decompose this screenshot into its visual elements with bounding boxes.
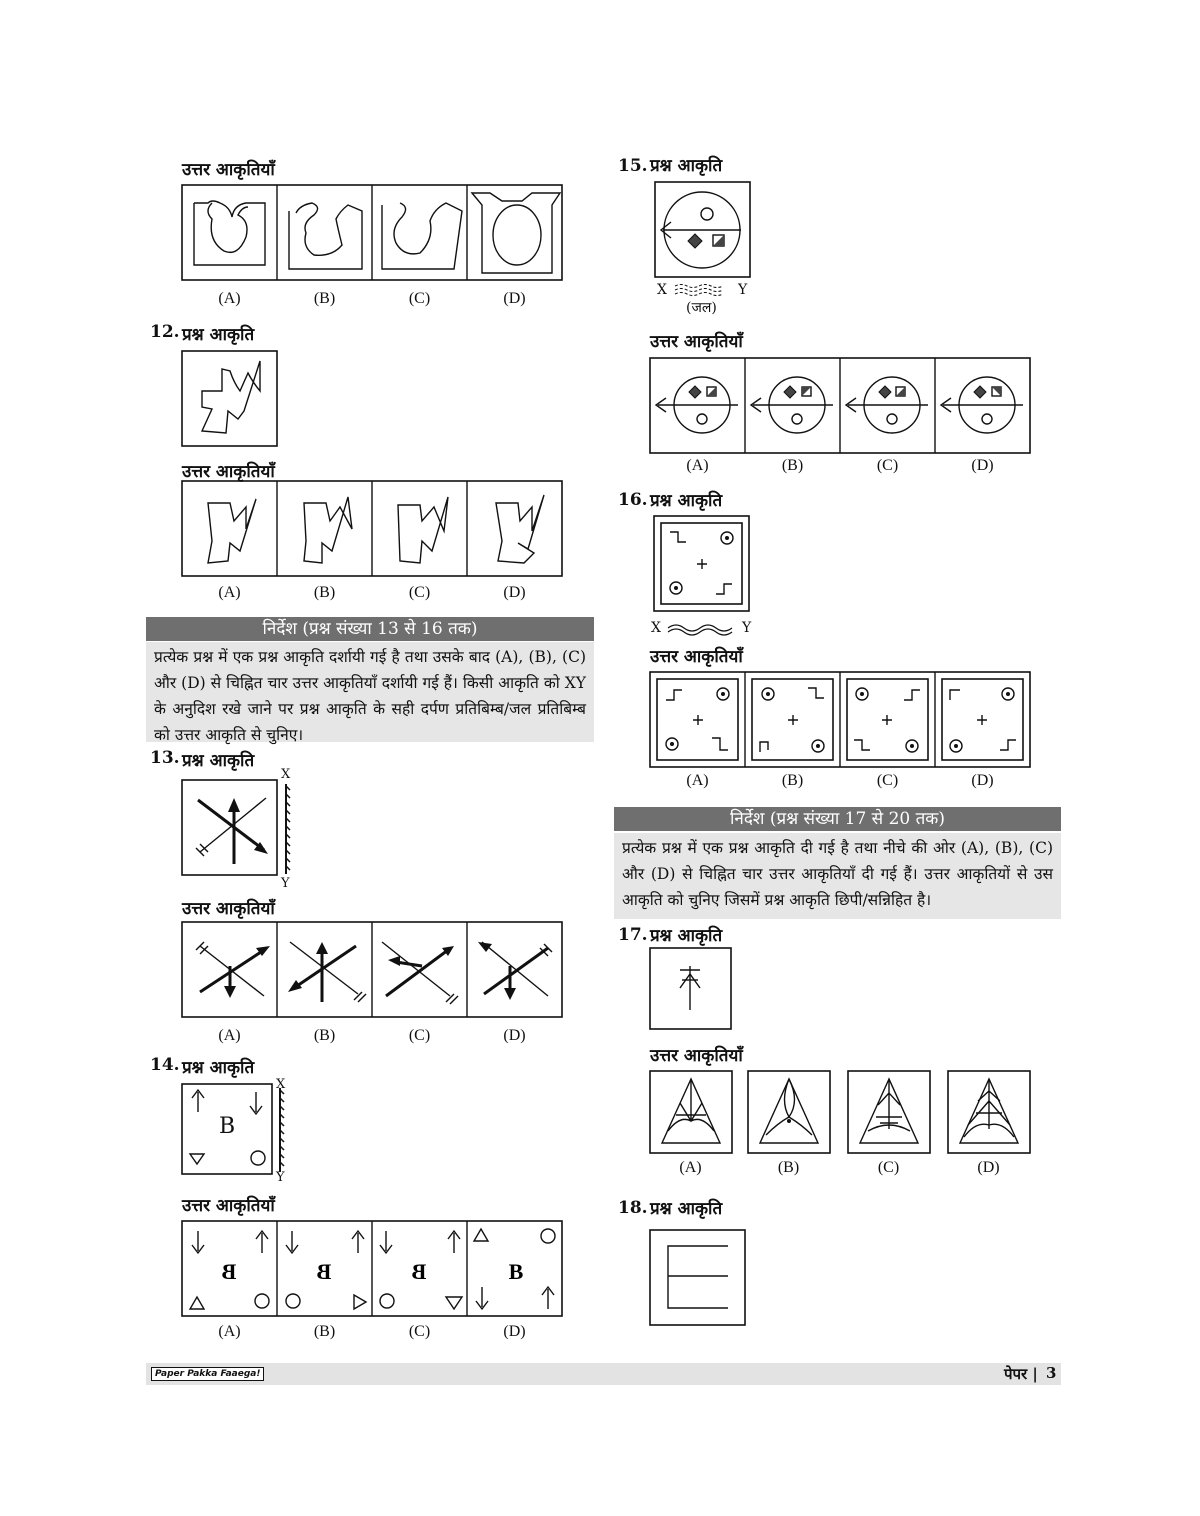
q11-option-d: (D)	[503, 290, 526, 307]
q14-mirror-x: X	[276, 1077, 286, 1092]
footer-page-label: पेपर |	[1004, 1365, 1038, 1383]
q12-option-d: (D)	[503, 584, 526, 601]
answer-figures-label-q12: उत्तर आकृतियाँ	[182, 462, 275, 482]
answer-figures-label-q17: उत्तर आकृतियाँ	[650, 1046, 743, 1066]
q11-option-c: (C)	[408, 290, 431, 307]
answer-figures-label-q14: उत्तर आकृतियाँ	[182, 1196, 275, 1216]
q15-a	[656, 377, 738, 433]
q14-number: 14.	[150, 1055, 180, 1075]
q18-number: 18.	[618, 1198, 648, 1218]
footer-logo: Paper Pakka Faaega!	[151, 1367, 264, 1381]
q14-a-letter: B	[221, 1259, 237, 1284]
q13-option-d: (D)	[503, 1027, 526, 1044]
directions-13-16-text: प्रत्येक प्रश्न में एक प्रश्न आकृति दर्शायी गई है तथा उसके बाद (A), (B), (C) और (D) से चिह्नित चार उत्तर आकृतियाँ दर्शायी गई हैं। किसी आकृति को XY के अनुदिश रखे जाने पर प्रश्न आकृति के सही दर्पण प्रतिबिम्ब/जल प्रतिबिम्ब को उत्तर आकृति से चुनिए।	[146, 642, 594, 742]
q14-option-c: (C)	[408, 1323, 431, 1340]
directions-13-16-title: निर्देश (प्रश्न संख्या 13 से 16 तक)	[146, 617, 594, 641]
q14-c-letter: B	[411, 1259, 427, 1284]
q17-option-d: (D)	[977, 1159, 1000, 1176]
q17-question-label: प्रश्न आकृति	[650, 926, 723, 946]
q14-letter: B	[219, 1114, 236, 1139]
q16-number: 16.	[618, 490, 648, 510]
q14-option-b: (B)	[313, 1323, 336, 1340]
q15-question-figure	[655, 182, 751, 297]
q14-mirror-y: Y	[276, 1170, 285, 1185]
footer-page-number: 3	[1046, 1364, 1057, 1382]
answer-figures-label-q16: उत्तर आकृतियाँ	[650, 647, 743, 667]
q13-option-c: (C)	[408, 1027, 431, 1044]
q11-option-b: (B)	[313, 290, 336, 307]
q15-option-d: (D)	[971, 457, 994, 474]
q17-option-b: (B)	[777, 1159, 800, 1176]
q12-answer-figures	[182, 481, 562, 577]
q17-option-c: (C)	[877, 1159, 900, 1176]
q12-option-a: (A)	[218, 584, 241, 601]
q13-question-figure	[182, 778, 292, 878]
q14-question-figure	[182, 1084, 292, 1180]
q15-option-b: (B)	[781, 457, 804, 474]
q13-option-a: (A)	[218, 1027, 241, 1044]
q15-mirror-x: X	[657, 282, 667, 298]
q14-b-letter: B	[316, 1259, 332, 1284]
q12-question-figure	[182, 351, 278, 447]
q17-option-a: (A)	[679, 1159, 702, 1176]
q13-question-label: प्रश्न आकृति	[182, 751, 255, 771]
q16-option-c: (C)	[876, 772, 899, 789]
q16-mirror-x: X	[651, 620, 661, 636]
q15-option-a: (A)	[686, 457, 709, 474]
answer-figures-label-q13: उत्तर आकृतियाँ	[182, 899, 275, 919]
q17-question-figure	[650, 948, 732, 1030]
q16-question-figure	[654, 516, 754, 636]
q16-option-a: (A)	[686, 772, 709, 789]
q13-mirror-y: Y	[281, 876, 290, 891]
q13-answer-figures	[182, 922, 562, 1018]
q12-option-c: (C)	[408, 584, 431, 601]
q16-question-label: प्रश्न आकृति	[650, 491, 723, 511]
q13-number: 13.	[150, 748, 180, 768]
q16-option-d: (D)	[971, 772, 994, 789]
answer-figures-label-q15: उत्तर आकृतियाँ	[650, 332, 743, 352]
directions-17-20-title: निर्देश (प्रश्न संख्या 17 से 20 तक)	[614, 807, 1061, 831]
directions-17-20-text: प्रत्येक प्रश्न में एक प्रश्न आकृति दी गई है तथा नीचे की ओर (A), (B), (C) और (D) से चिह्नित चार उत्तर आकृतियाँ दी गई हैं। उत्तर आकृतियों से उस आकृति को चुनिए जिसमें प्रश्न आकृति छिपी/सन्निहित है।	[614, 833, 1061, 919]
q14-question-label: प्रश्न आकृति	[182, 1058, 255, 1078]
q17-answer-figures	[650, 1071, 1034, 1155]
q15-water-label: (जल)	[686, 300, 717, 316]
q17-number: 17.	[618, 925, 648, 945]
q12-option-b: (B)	[313, 584, 336, 601]
q13-mirror-x: X	[281, 767, 291, 782]
q13-option-b: (B)	[313, 1027, 336, 1044]
q16-answer-figures	[650, 672, 1030, 768]
q16-mirror-y: Y	[742, 620, 752, 636]
q18-question-figure	[650, 1230, 746, 1326]
q14-option-a: (A)	[218, 1323, 241, 1340]
q14-option-d: (D)	[503, 1323, 526, 1340]
q14-answer-figures	[182, 1221, 562, 1317]
q16-option-b: (B)	[781, 772, 804, 789]
page-footer	[146, 1363, 1061, 1385]
q11-option-a: (A)	[218, 290, 241, 307]
q15-question-label: प्रश्न आकृति	[650, 156, 723, 176]
q15-number: 15.	[618, 156, 648, 176]
q18-question-label: प्रश्न आकृति	[650, 1199, 723, 1219]
answer-figures-label-q11: उत्तर आकृतियाँ	[182, 160, 275, 180]
q12-number: 12.	[150, 322, 180, 342]
q15-option-c: (C)	[876, 457, 899, 474]
q14-d-letter: B	[508, 1259, 524, 1284]
q15-mirror-y: Y	[738, 282, 748, 298]
q15-answer-figures	[650, 358, 1030, 454]
q11-answer-figures	[182, 185, 562, 281]
q12-question-label: प्रश्न आकृति	[182, 325, 255, 345]
